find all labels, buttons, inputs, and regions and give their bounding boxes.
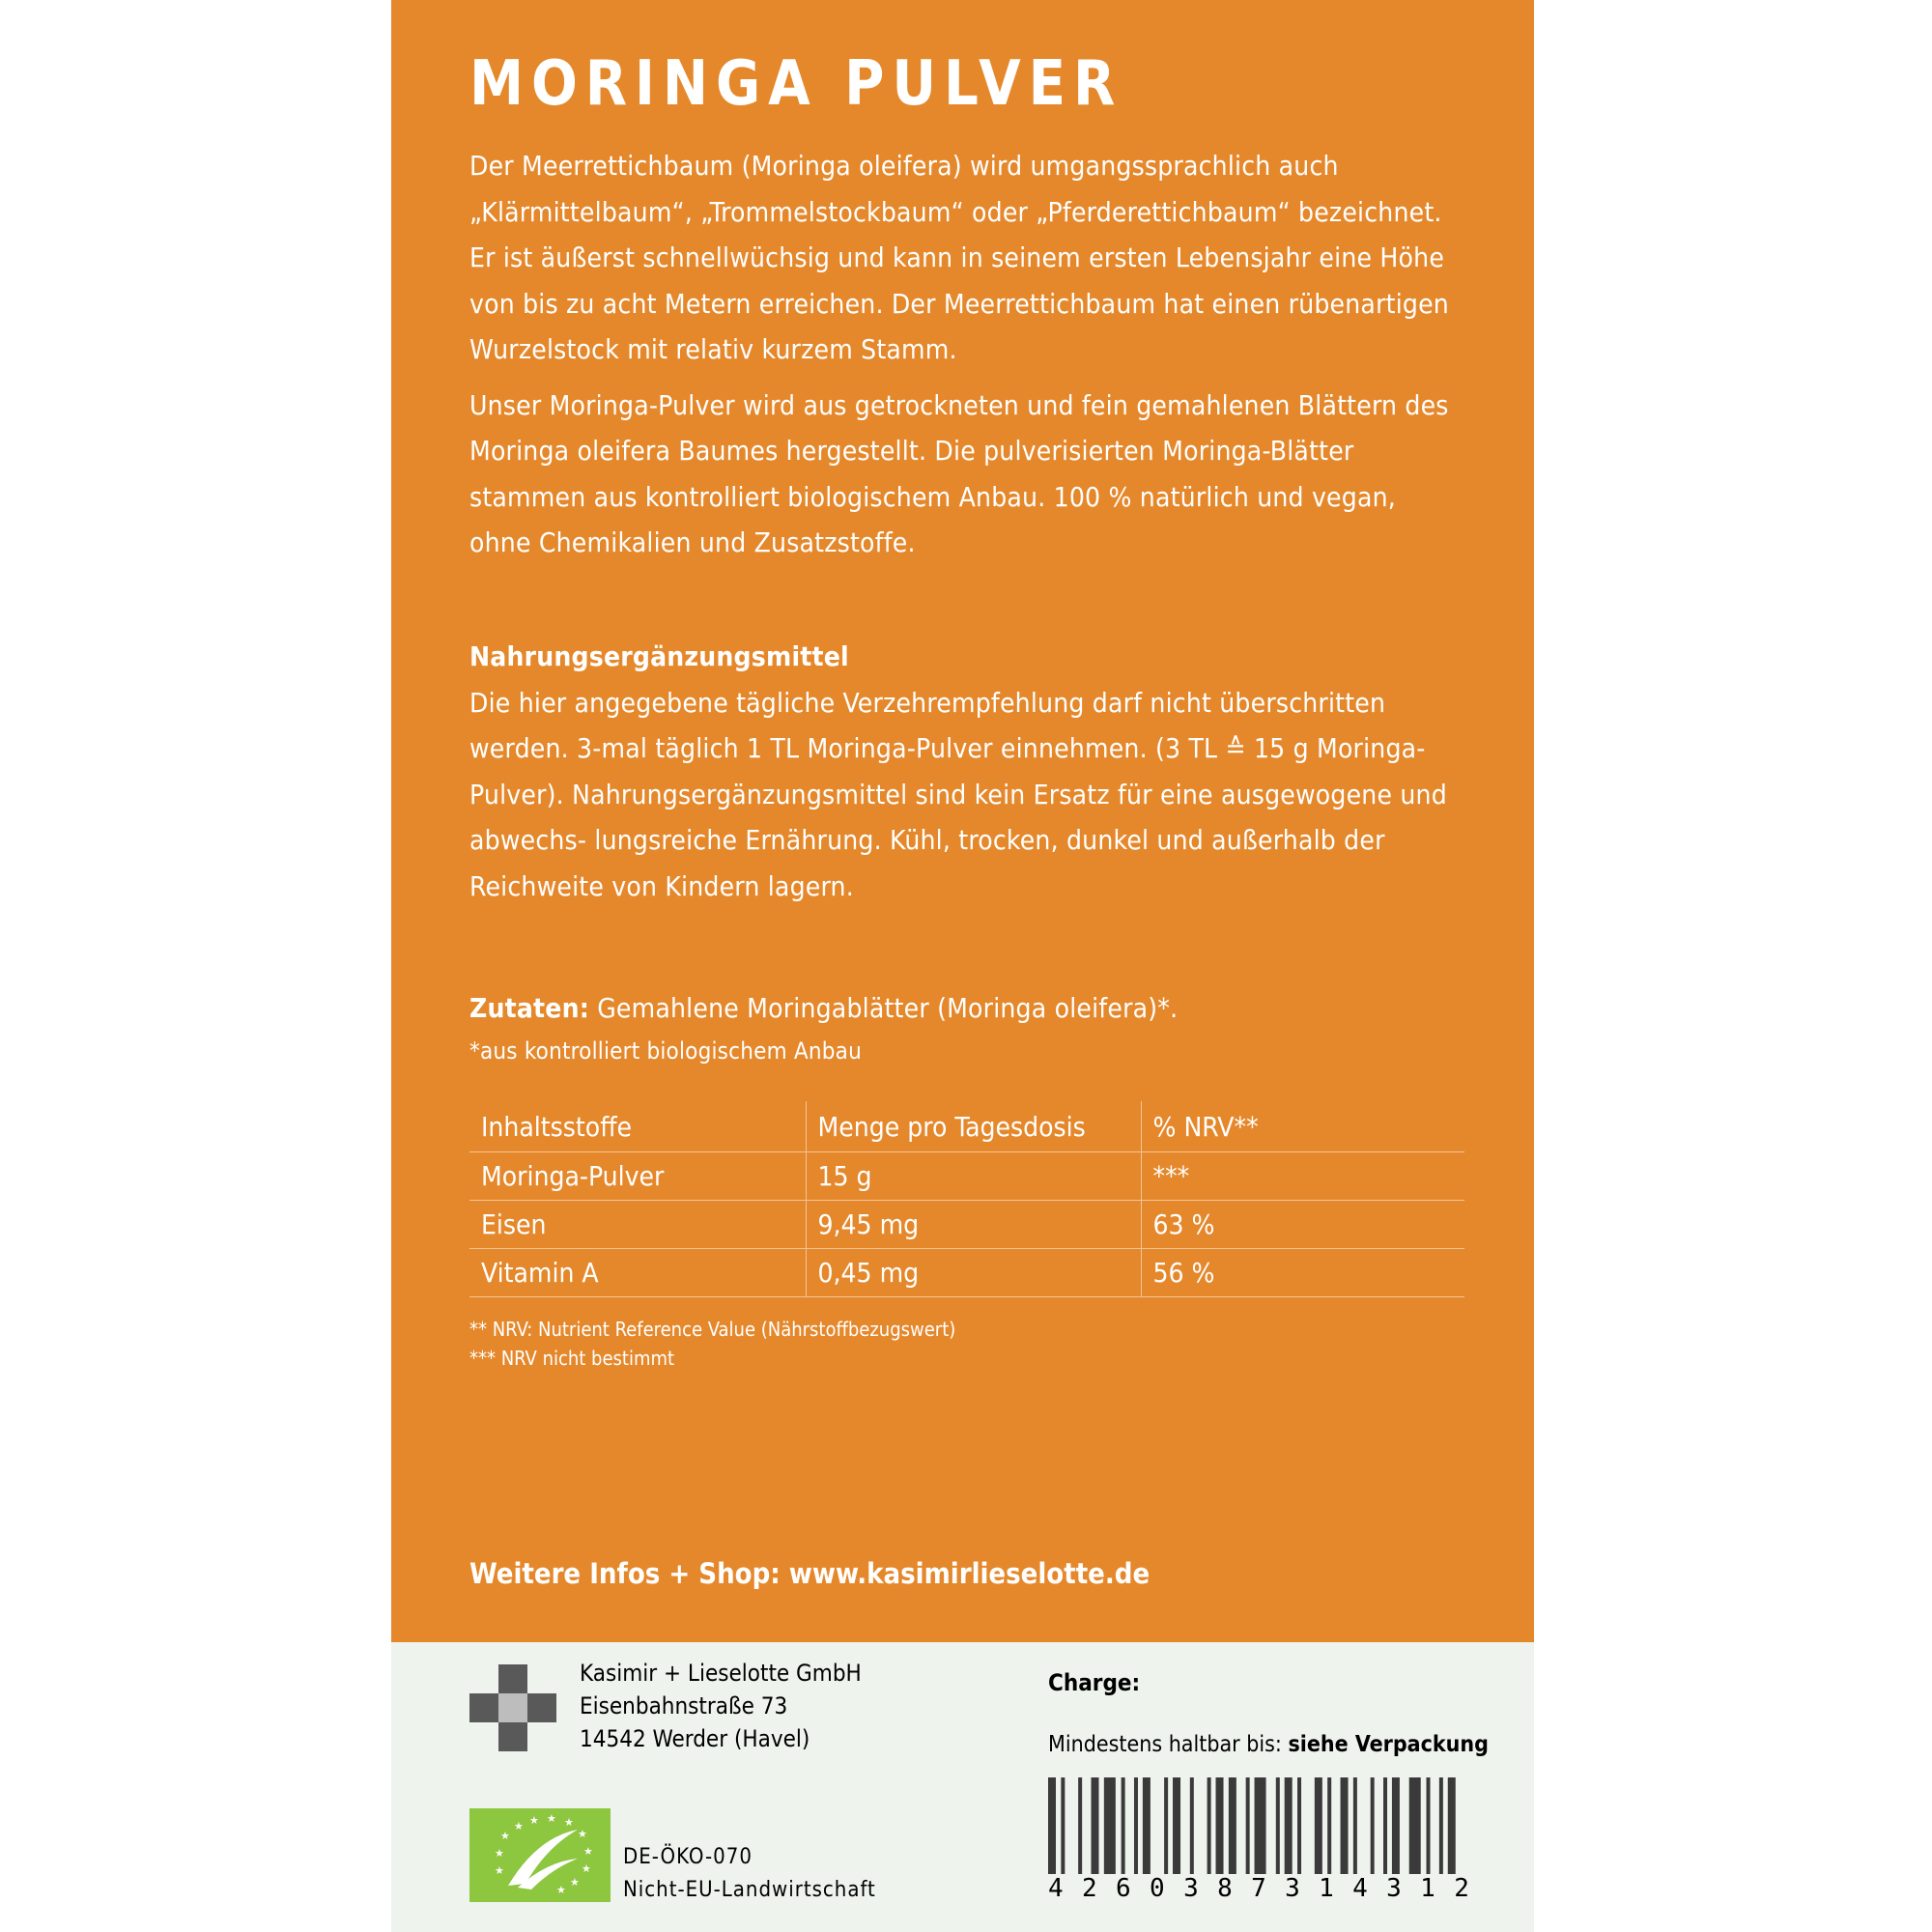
barcode-bar bbox=[1208, 1777, 1211, 1874]
supplement-text: Die hier angegebene tägliche Verzehrempfehlung darf nicht überschritten werden. 3-mal täglich 1 TL Moringa-Pulver einnehmen. (3 TL ≙ 15 g Moringa-Pulver). Nahrungsergänzungsmittel sind kein Ersatz für eine ausgewogene und abwechs- lungsreiche Ernährung. Kühl, trocken, dunkel und außerhalb der Reichweite von Kindern lagern. bbox=[469, 686, 1447, 902]
svg-text:★: ★ bbox=[495, 1864, 504, 1877]
barcode-bar bbox=[1078, 1777, 1082, 1874]
barcode-bar bbox=[1173, 1777, 1180, 1874]
barcode-digit: 4 bbox=[1048, 1874, 1064, 1903]
barcode-digit: 2 bbox=[1082, 1874, 1097, 1903]
barcode-bar bbox=[1255, 1777, 1266, 1874]
nrv-notes bbox=[469, 1315, 955, 1373]
barcode-bar bbox=[1448, 1777, 1456, 1874]
barcode-digit: 4 bbox=[1352, 1874, 1368, 1903]
barcode-digit: 7 bbox=[1251, 1874, 1266, 1903]
barcode-bar bbox=[1216, 1777, 1224, 1874]
table-cell: Eisen bbox=[469, 1201, 806, 1249]
barcode-digit: 3 bbox=[1285, 1874, 1300, 1903]
barcode-bar bbox=[1276, 1777, 1280, 1874]
barcode-bar bbox=[1427, 1777, 1431, 1874]
supplement-heading: Nahrungsergänzungsmittel bbox=[469, 640, 849, 672]
barcode-bar bbox=[1104, 1777, 1116, 1874]
supplement-section bbox=[469, 634, 1464, 909]
svg-text:★: ★ bbox=[583, 1845, 593, 1858]
barcode-bar bbox=[1164, 1777, 1168, 1874]
product-title: MORINGA PULVER bbox=[469, 48, 1123, 120]
address-line: Kasimir + Lieselotte GmbH bbox=[580, 1660, 862, 1687]
table-header-row bbox=[469, 1101, 1464, 1152]
svg-text:★: ★ bbox=[556, 1884, 566, 1896]
website-link[interactable]: Weitere Infos + Shop: www.kasimirlieselotte.de bbox=[469, 1557, 1151, 1590]
table-cell: 63 % bbox=[1141, 1201, 1464, 1249]
barcode-digit: 2 bbox=[1454, 1874, 1469, 1903]
barcode-digits bbox=[1048, 1874, 1469, 1903]
table-cell: 15 g bbox=[806, 1152, 1141, 1201]
barcode-bar bbox=[1048, 1777, 1056, 1874]
barcode-bar bbox=[1122, 1777, 1125, 1874]
intro-paragraph: Der Meerrettichbaum (Moringa oleifera) wird umgangssprachlich auch „Klärmittelbaum“, „Trommelstockbaum“ oder „Pferderettichbaum“ bezeichnet. Er ist äußerst schnellwüchsig und kann in seinem ersten Lebensjahr eine Höhe von bis zu acht Metern erreichen. Der Meerrettichbaum hat einen rübenartigen Wurzelstock mit relativ kurzem Stamm. bbox=[469, 150, 1449, 365]
barcode-bar bbox=[1143, 1777, 1151, 1874]
address-line: Eisenbahnstraße 73 bbox=[580, 1692, 788, 1719]
barcode-bar bbox=[1383, 1777, 1387, 1874]
nrv-note: *** NRV nicht bestimmt bbox=[469, 1347, 675, 1370]
intro-paragraph: Unser Moringa-Pulver wird aus getrockneten und fein gemahlenen Blättern des Moringa oleifera Baumes hergestellt. Die pulverisierten Moringa-Blätter stammen aus kontrolliert biologischem Anbau. 100 % natürlich und vegan, ohne Chemikalien und Zusatzstoffe. bbox=[469, 388, 1449, 558]
table-cell: 0,45 mg bbox=[806, 1249, 1141, 1297]
barcode-bar bbox=[1190, 1777, 1194, 1874]
barcode-bar bbox=[1341, 1777, 1349, 1874]
company-logo bbox=[469, 1664, 556, 1751]
company-address bbox=[580, 1657, 862, 1755]
organic-code: DE-ÖKO-070 bbox=[623, 1845, 753, 1869]
barcode-digit: 1 bbox=[1319, 1874, 1334, 1903]
svg-text:★: ★ bbox=[570, 1876, 580, 1889]
barcode-digit: 1 bbox=[1420, 1874, 1435, 1903]
barcode-bar bbox=[1409, 1777, 1421, 1874]
table-row bbox=[469, 1249, 1464, 1297]
ingredients-text: Gemahlene Moringablätter (Moringa oleifera)*. bbox=[589, 992, 1179, 1024]
nrv-note: ** NRV: Nutrient Reference Value (Nährstoffbezugswert) bbox=[469, 1318, 956, 1341]
barcode-bar bbox=[1061, 1777, 1065, 1874]
barcode-bar bbox=[1327, 1777, 1331, 1874]
barcode-bar bbox=[1315, 1777, 1322, 1874]
table-cell: *** bbox=[1141, 1152, 1464, 1201]
orange-panel bbox=[391, 0, 1534, 1642]
barcode-bar bbox=[1134, 1777, 1138, 1874]
barcode-bar bbox=[1297, 1777, 1301, 1874]
barcode-digit: 6 bbox=[1116, 1874, 1131, 1903]
table-cell: Vitamin A bbox=[469, 1249, 806, 1297]
table-header-cell: % NRV** bbox=[1141, 1101, 1464, 1152]
svg-text:★: ★ bbox=[582, 1862, 591, 1875]
barcode-bar bbox=[1392, 1777, 1400, 1874]
ingredients-label: Zutaten: bbox=[469, 992, 589, 1024]
barcode-digit: 3 bbox=[1183, 1874, 1199, 1903]
barcode-bar bbox=[1353, 1777, 1357, 1874]
table-row bbox=[469, 1201, 1464, 1249]
charge-label: Charge: bbox=[1048, 1669, 1141, 1696]
svg-text:★: ★ bbox=[547, 1812, 556, 1825]
table-cell: 9,45 mg bbox=[806, 1201, 1141, 1249]
eu-leaf-icon bbox=[469, 1808, 611, 1902]
best-before-label: Mindestens haltbar bis: bbox=[1048, 1732, 1289, 1757]
svg-text:★: ★ bbox=[578, 1828, 587, 1840]
barcode-bar bbox=[1439, 1777, 1443, 1874]
barcode-digit: 8 bbox=[1217, 1874, 1233, 1903]
address-line: 14542 Werder (Havel) bbox=[580, 1725, 810, 1752]
barcode-bar bbox=[1246, 1777, 1250, 1874]
svg-text:★: ★ bbox=[529, 1814, 539, 1827]
table-row bbox=[469, 1152, 1464, 1201]
barcode-bar bbox=[1229, 1777, 1236, 1874]
best-before bbox=[1048, 1732, 1489, 1757]
organic-info bbox=[623, 1841, 876, 1907]
barcode-bar bbox=[1091, 1777, 1098, 1874]
table-cell: 56 % bbox=[1141, 1249, 1464, 1297]
ingredients-section bbox=[469, 985, 1464, 1070]
svg-text:★: ★ bbox=[564, 1816, 574, 1829]
svg-text:★: ★ bbox=[500, 1830, 510, 1842]
barcode-bar bbox=[1285, 1777, 1293, 1874]
barcode-bar bbox=[1371, 1777, 1375, 1874]
svg-text:★: ★ bbox=[495, 1847, 504, 1860]
table-header-cell: Inhaltsstoffe bbox=[469, 1101, 806, 1152]
barcode-digit: 0 bbox=[1150, 1874, 1165, 1903]
barcode-digit: 3 bbox=[1386, 1874, 1402, 1903]
table-header-cell: Menge pro Tagesdosis bbox=[806, 1101, 1141, 1152]
nutrition-table bbox=[469, 1101, 1464, 1297]
ingredients-footnote: *aus kontrolliert biologischem Anbau bbox=[469, 1037, 862, 1065]
product-label bbox=[391, 0, 1534, 1932]
eu-organic-logo bbox=[469, 1808, 611, 1902]
table-cell: Moringa-Pulver bbox=[469, 1152, 806, 1201]
svg-text:★: ★ bbox=[514, 1820, 524, 1833]
organic-origin: Nicht-EU-Landwirtschaft bbox=[623, 1878, 876, 1902]
intro-text bbox=[469, 143, 1464, 566]
best-before-value: siehe Verpackung bbox=[1288, 1732, 1489, 1757]
barcode bbox=[1048, 1777, 1469, 1874]
